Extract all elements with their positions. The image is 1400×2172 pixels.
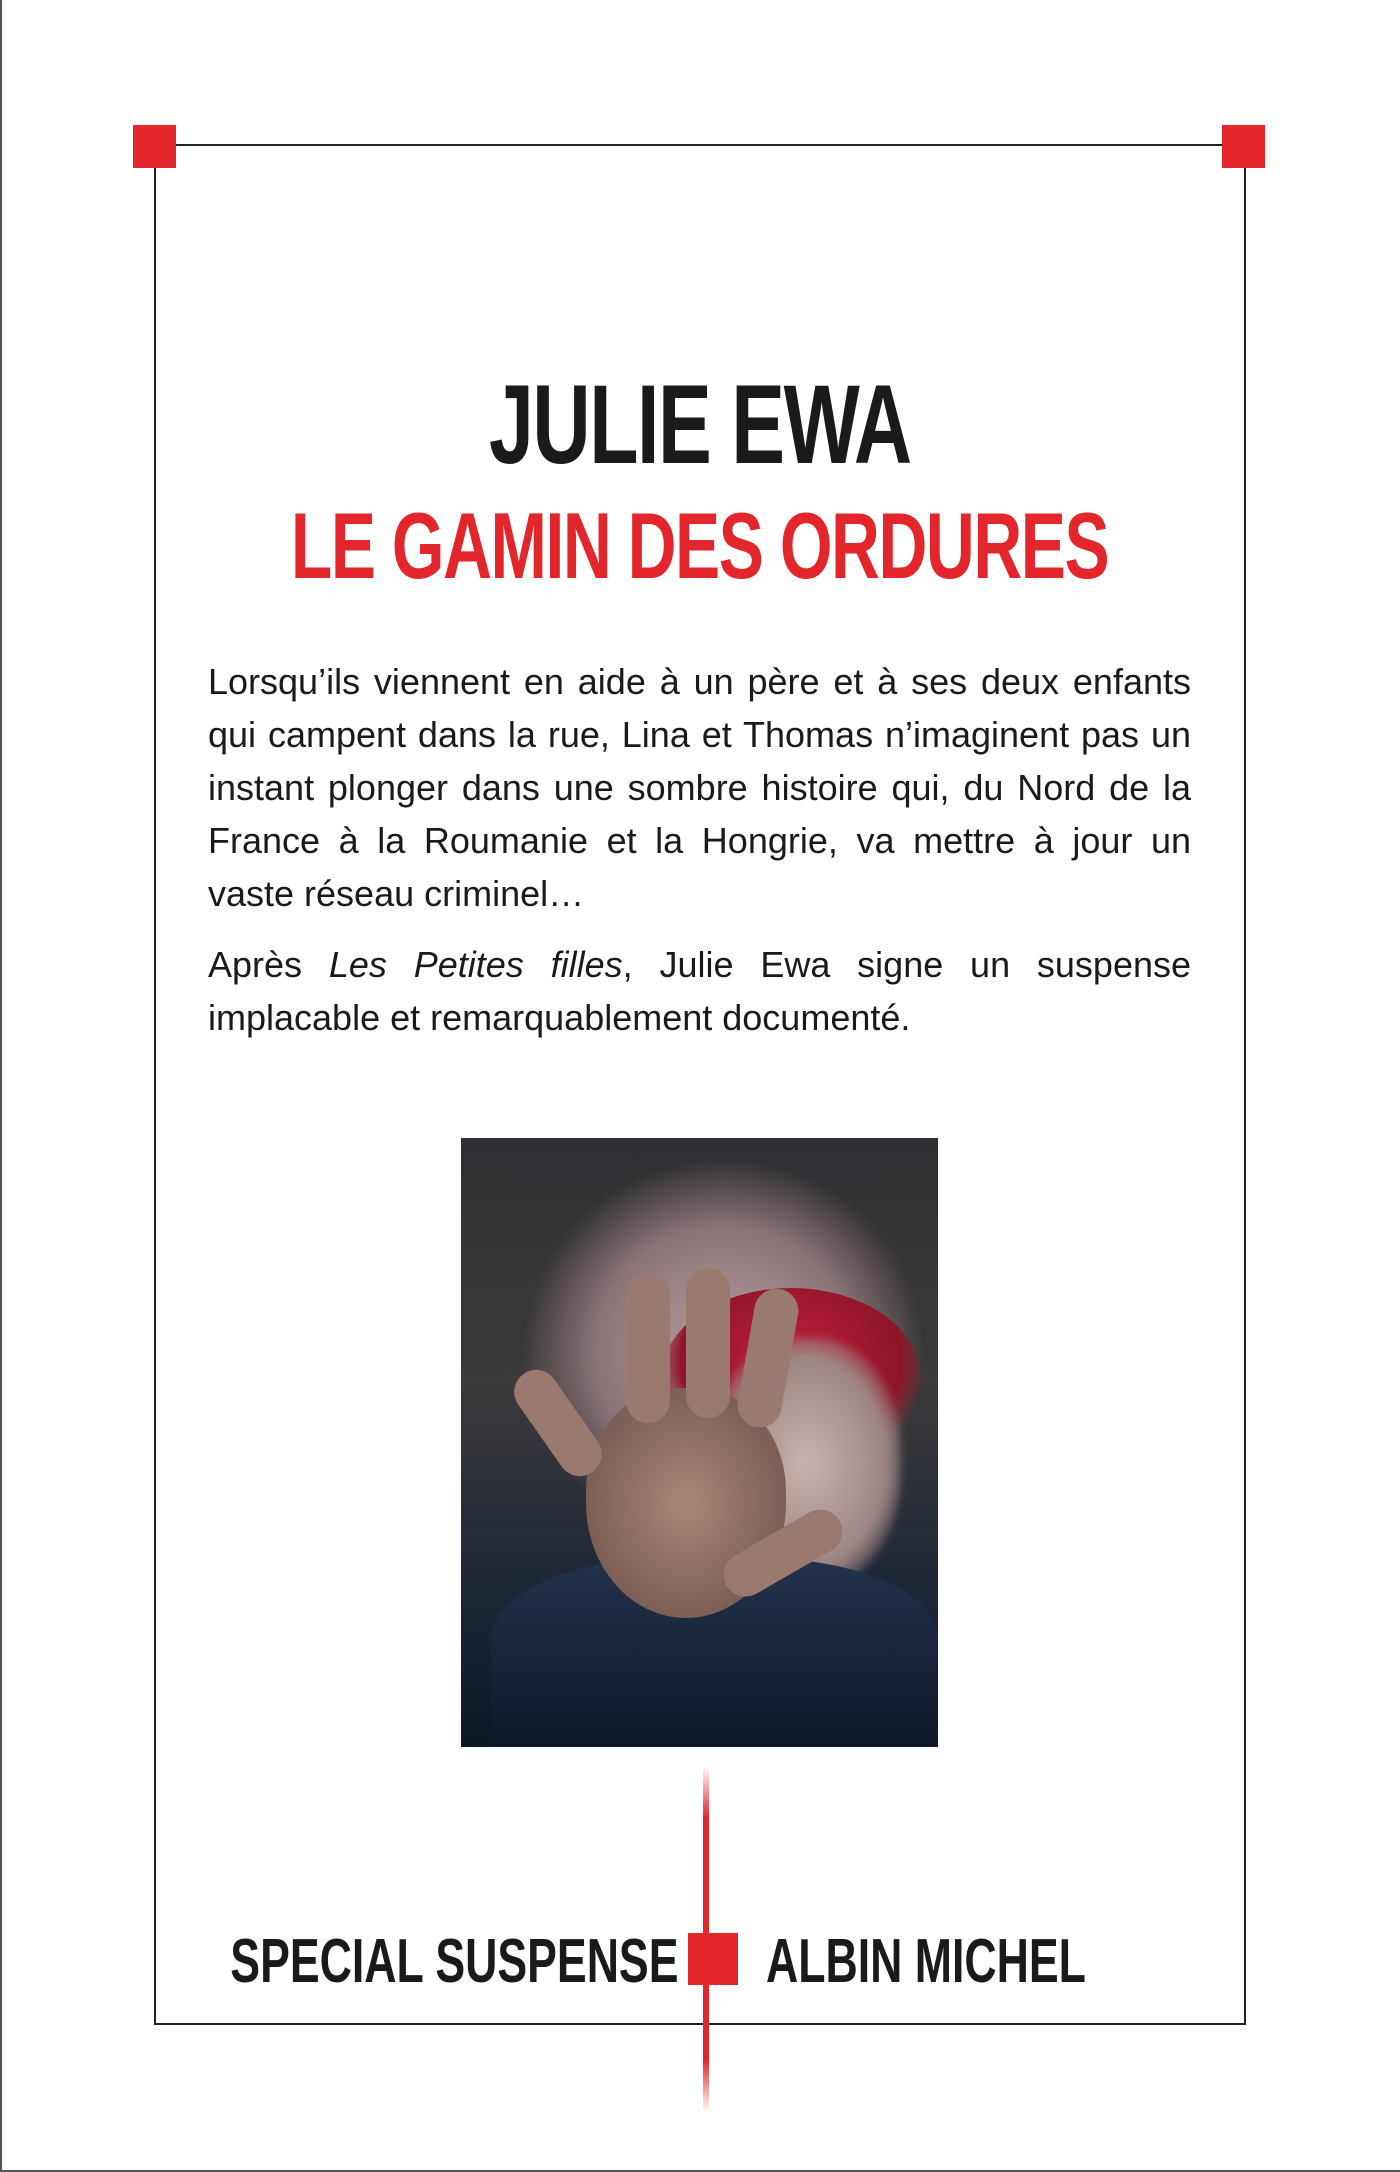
blurb-text: , Julie Ewa signe un suspense implacable et remarquablement documenté.: [208, 944, 1192, 1038]
photo-finger: [506, 1361, 611, 1485]
author-name: [0, 360, 1400, 489]
blurb-text: Après: [208, 944, 329, 985]
author-text: JULIE EWA: [489, 362, 911, 487]
cover-photo-child-hand: [461, 1138, 938, 1747]
page-edge-left: [0, 0, 2, 2172]
blurb: [208, 655, 1191, 1062]
book-title: [0, 492, 1400, 600]
series-text: SPECIAL SUSPENSE: [229, 1927, 678, 1996]
previous-book-title: Les Petites filles: [328, 944, 623, 985]
photo-finger: [626, 1273, 670, 1423]
publisher-label: [766, 1926, 1210, 1997]
book-title-text: LE GAMIN DES ORDURES: [291, 493, 1109, 598]
publisher-text: ALBIN MICHEL: [766, 1927, 1086, 1996]
photo-finger: [686, 1268, 730, 1418]
series-bar: [0, 1926, 1400, 1998]
blurb-paragraph-1: Lorsqu’ils viennent en aide à un père et à ses deux enfants qui campent dans la rue, Lina et Thomas n’imaginent pas un instant plonger dans une sombre histoire qui, du Nord de la France à la Roumanie et la Hongrie, va mettre à jour un vaste réseau criminel…: [208, 661, 1191, 914]
series-red-square: [688, 1933, 738, 1985]
corner-square-left: [133, 125, 176, 168]
series-label: [56, 1926, 678, 1997]
corner-square-right: [1222, 125, 1265, 168]
blurb-paragraph-2: [208, 938, 1191, 1044]
